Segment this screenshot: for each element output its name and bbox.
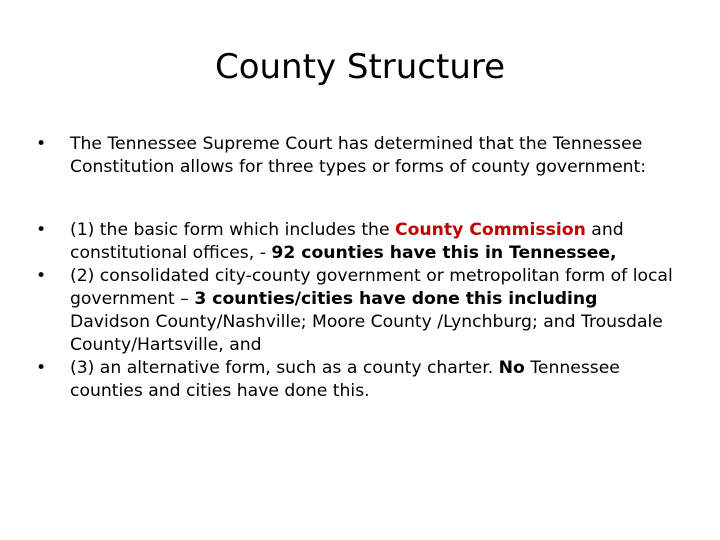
bullet-intro-text: The Tennessee Supreme Court has determined that the Tennessee Constitution allows for three types or forms of county government: bbox=[70, 134, 647, 177]
bullet-dot-icon: • bbox=[36, 266, 47, 286]
bullet-consolidated-form bbox=[36, 265, 676, 357]
bullet-dot-icon: • bbox=[36, 220, 47, 240]
bullet-consolidated-bold: 3 counties/cities have done this including bbox=[194, 289, 598, 309]
bullet-alternative-bold: No bbox=[498, 358, 525, 378]
bullet-spacer bbox=[36, 179, 676, 219]
bullet-basic-form-bold: 92 counties have this in Tennessee, bbox=[271, 243, 617, 263]
bullet-intro bbox=[36, 133, 676, 179]
bullet-basic-form-text-2: and constitutional offices, - bbox=[70, 220, 624, 263]
bullet-dot-icon: • bbox=[36, 358, 47, 378]
bullet-alternative-text-1: (3) an alternative form, such as a county charter. bbox=[70, 358, 499, 378]
bullet-basic-form bbox=[36, 219, 676, 265]
slide-title: County Structure bbox=[214, 47, 506, 87]
bullet-basic-form-text-1: (1) the basic form which includes the bbox=[70, 220, 395, 240]
bullet-alternative-form bbox=[36, 357, 676, 403]
bullet-consolidated-text-2: Davidson County/Nashville; Moore County /Lynchburg; and Trousdale County/Hartsville, and bbox=[70, 312, 663, 355]
bullet-consolidated-text-1: (2) consolidated city-county government or metropolitan form of local government – bbox=[70, 266, 673, 309]
county-commission-highlight: County Commission bbox=[395, 220, 586, 240]
bullet-dot-icon: • bbox=[36, 134, 47, 154]
bullet-list bbox=[36, 133, 676, 403]
bullet-alternative-text-2: Tennessee counties and cities have done this. bbox=[70, 358, 620, 401]
